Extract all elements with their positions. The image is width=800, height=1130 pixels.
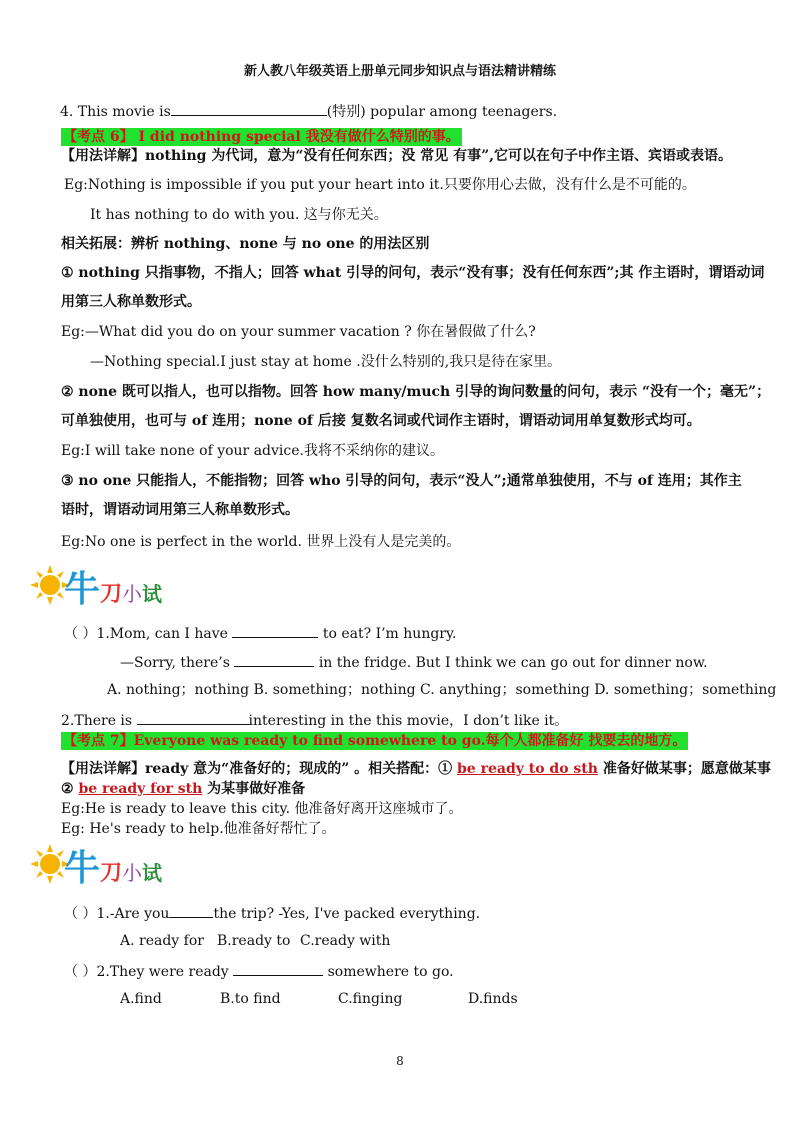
rule-3-line-2: 语时，谓语动词用第三人称单数形式。 (61, 502, 299, 518)
extension-title: 相关拓展：辨析 nothing、none 与 no one 的用法区别 (61, 236, 430, 252)
phrase-be-ready-for: be ready for sth (78, 781, 203, 797)
rule-3-example: Eg:No one is perfect in the world. 世界上没有人是完美的。 (61, 534, 461, 550)
practice-banner: 牛刀小试 (30, 561, 170, 609)
answer-blank (137, 710, 249, 725)
point-7-example-2: Eg: He's ready to help.他准备好帮忙了。 (61, 821, 336, 837)
test-1-question-2: 2.There is interesting in the this movie，I don’t like it。 (61, 710, 568, 730)
point-7-usage-2: ② be ready for sth 为某事做好准备 (61, 781, 306, 797)
point-7-example-1: Eg:He is ready to leave this city. 他准备好离开这座城市了。 (61, 801, 463, 817)
rule-1-line-2: 用第三人称单数形式。 (61, 294, 201, 310)
phrase-be-ready-to: be ready to do sth (457, 761, 598, 777)
test-2-question-2-option-b: B.to find (220, 991, 281, 1007)
rule-1-line-1: ① nothing 只指事物，不指人；回答 what 引导的问句，表示“没有事；没有任何东西”;其 作主语时，谓语动词 (61, 265, 765, 281)
answer-blank (171, 101, 327, 116)
rule-2-line-1: ② none 既可以指人，也可以指物。回答 how many/much 引导的询问数量的问句，表示 “没有一个；毫无”； (61, 384, 771, 400)
question-4: 4. This movie is (特别) popular among teenagers. (60, 101, 557, 121)
test-1-question-1-reply: —Sorry, there’s in the fridge. But I think we can go out for dinner now. (120, 652, 708, 672)
page-header: 新人教八年级英语上册单元同步知识点与语法精讲精练 (243, 64, 556, 79)
rule-2-example: Eg:I will take none of your advice.我将不采纳你的建议。 (61, 443, 444, 459)
point-6-usage: 【用法详解】nothing 为代词，意为“没有任何东西；没 常见 有事”,它可以在句子中作主语、宾语或表语。 (61, 148, 733, 164)
answer-blank (234, 652, 314, 667)
rule-1-example-1: Eg:—What did you do on your summer vacation ? 你在暑假做了什么? (61, 324, 536, 340)
answer-blank (232, 623, 318, 638)
point-7-usage: 【用法详解】ready 意为“准备好的；现成的” 。相关搭配：① be ready to do sth 准备好做某事；愿意做某事 (61, 761, 771, 777)
test-1-question-1: （ ）1.Mom, can I have to eat? I’m hungry. (64, 623, 457, 643)
answer-blank (233, 961, 323, 976)
practice-banner: 牛刀小试 (30, 840, 170, 888)
rule-3-line-1: ③ no one 只能指人，不能指物；回答 who 引导的问句，表示“没人”;通常单独使用，不与 of 连用；其作主 (61, 473, 742, 489)
answer-blank (169, 903, 213, 918)
test-2-question-2-option-d: D.finds (468, 991, 518, 1007)
rule-2-line-2: 可单独使用，也可与 of 连用；none of 后接 复数名词或代词作主语时，谓语动词用单复数形式均可。 (61, 413, 701, 429)
point-6-example-2: It has nothing to do with you. 这与你无关。 (90, 207, 388, 223)
test-2-question-1-option-b: B.ready to (217, 933, 291, 949)
test-2-question-2: （ ）2.They were ready somewhere to go. (64, 961, 454, 981)
page-number: 8 (396, 1054, 404, 1068)
test-1-question-1-options: A. nothing；nothing B. something；nothing C. anything；something D. something；something (107, 682, 777, 698)
test-2-question-1: （ ）1.-Are you the trip? -Yes, I've packed everything. (64, 903, 480, 923)
point-7-title: 【考点 7】Everyone was ready to find somewhere to go.每个人都准备好 找要去的地方。 (63, 733, 687, 749)
test-2-question-2-option-c: C.finging (338, 991, 403, 1007)
test-2-question-2-option-a: A.find (120, 991, 162, 1007)
point-6-example-1: Eg:Nothing is impossible if you put your heart into it.只要你用心去做，没有什么是不可能的。 (64, 177, 696, 193)
rule-1-example-2: —Nothing special.I just stay at home .没什么特别的,我只是待在家里。 (90, 354, 562, 370)
point-6-title: 【考点 6】 I did nothing special 我没有做什么特别的事。 (63, 129, 460, 145)
test-2-question-1-option-c: C.ready with (300, 933, 391, 949)
test-2-question-1-option-a: A. ready for (120, 933, 204, 949)
